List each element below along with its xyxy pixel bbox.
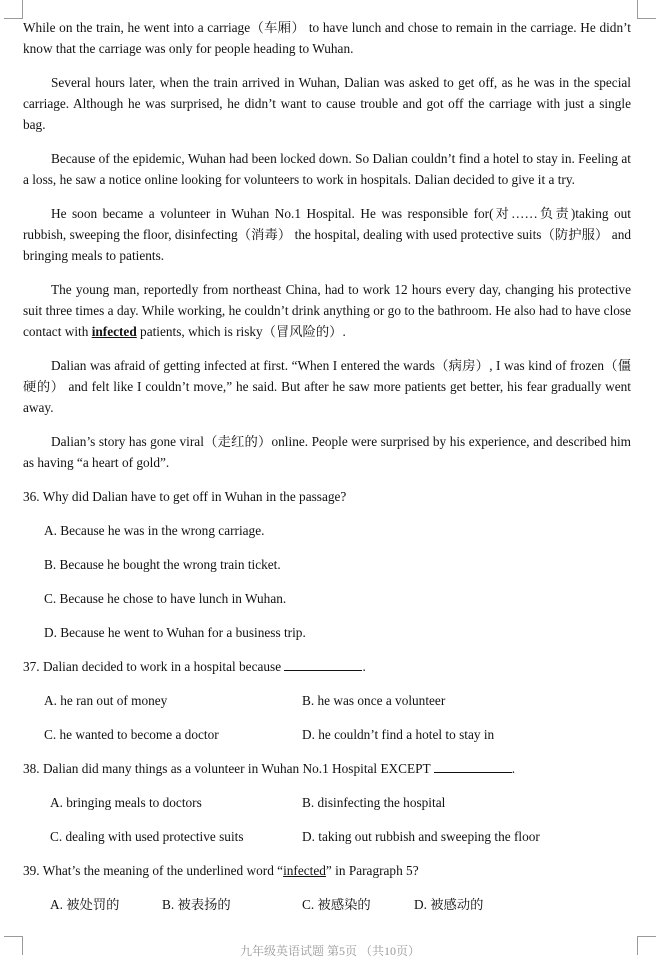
option-b[interactable]: B. disinfecting the hospital	[302, 795, 446, 810]
option-row	[23, 690, 631, 711]
option-d[interactable]: D. taking out rubbish and sweeping the floor	[302, 829, 540, 844]
question-stem-text: 39. What’s the meaning of the underlined word “	[23, 863, 284, 878]
underlined-word: infected	[91, 324, 137, 339]
question-stem	[23, 656, 631, 677]
option-c[interactable]: C. Because he chose to have lunch in Wuhan.	[44, 591, 287, 606]
option-a[interactable]: A. bringing meals to doctors	[50, 795, 202, 810]
page-corner-mark	[637, 0, 656, 19]
option-c[interactable]: C. dealing with used protective suits	[50, 829, 244, 844]
question-stem-end: .	[362, 659, 366, 674]
question-stem-text: 37. Dalian decided to work in a hospital because	[23, 659, 282, 674]
question-stem-text: ” in Paragraph 5?	[325, 863, 419, 878]
option-row	[23, 826, 631, 847]
question-stem: 36. Why did Dalian have to get off in Wuhan in the passage?	[23, 489, 347, 504]
option-c[interactable]: C. 被感染的	[302, 897, 371, 912]
paragraph: Because of the epidemic, Wuhan had been locked down. So Dalian couldn’t find a hotel to stay in. Feeling at a loss, he saw a notice online looking for volunteers to work in hospitals. Dalian decided to give it a try.	[23, 151, 631, 187]
paragraph: Dalian’s story has gone viral（走红的）online. People were surprised by his experience, and described him as having “a heart of gold”.	[23, 434, 631, 470]
paragraph	[23, 279, 631, 342]
question-stem-text: 38. Dalian did many things as a volunteer in Wuhan No.1 Hospital EXCEPT	[23, 761, 431, 776]
question-37	[23, 656, 631, 745]
paragraph-text: The young man, reportedly from northeast China, had to work 12 hours every day, changing his protective suit three times a day. While working, he couldn’t drink anything or go to the bathroom. He also had to have close contact with	[23, 282, 631, 339]
paragraph-text: patients, which is risky（冒风险的）.	[136, 324, 346, 339]
option-b[interactable]: B. Because he bought the wrong train ticket.	[44, 557, 281, 572]
reading-passage	[23, 17, 631, 915]
option-d[interactable]: D. 被感动的	[414, 897, 484, 912]
question-stem	[23, 758, 631, 779]
option-a[interactable]: A. Because he was in the wrong carriage.	[44, 523, 265, 538]
question-stem	[23, 860, 631, 881]
paragraph: While on the train, he went into a carriage（车厢） to have lunch and chose to remain in the carriage. He didn’t know that the carriage was only for people heading to Wuhan.	[23, 20, 631, 56]
page-footer: 九年级英语试题 第5页 （共10页）	[239, 944, 420, 958]
option-row	[23, 792, 631, 813]
option-row	[23, 894, 631, 915]
underlined-word: infected	[283, 863, 326, 878]
question-stem-end: .	[511, 761, 516, 776]
question-36	[23, 486, 631, 643]
option-a[interactable]: A. he ran out of money	[44, 693, 168, 708]
question-38	[23, 758, 631, 847]
option-d[interactable]: D. Because he went to Wuhan for a business trip.	[44, 625, 306, 640]
option-b[interactable]: B. 被表扬的	[162, 897, 231, 912]
paragraph: He soon became a volunteer in Wuhan No.1 Hospital. He was responsible for(对……负责)taking out rubbish, sweeping the floor, disinfecting（消毒） the hospital, dealing with used protective suits（防护服） and bringing meals to patients.	[23, 206, 631, 263]
answer-blank[interactable]	[434, 760, 512, 773]
option-d[interactable]: D. he couldn’t find a hotel to stay in	[302, 727, 495, 742]
option-b[interactable]: B. he was once a volunteer	[302, 693, 446, 708]
option-c[interactable]: C. he wanted to become a doctor	[44, 727, 219, 742]
option-row	[23, 724, 631, 745]
question-39	[23, 860, 631, 915]
paragraph: Several hours later, when the train arrived in Wuhan, Dalian was asked to get off, as he was in the special carriage. Although he was surprised, he didn’t want to cause trouble and got off the carriage with just a single bag.	[23, 75, 631, 132]
option-a[interactable]: A. 被处罚的	[50, 897, 120, 912]
paragraph: Dalian was afraid of getting infected at first. “When I entered the wards（病房）, I was kind of frozen（僵硬的） and felt like I couldn’t move,” he said. But after he saw more patients get better, his fear gradually went away.	[23, 358, 631, 415]
answer-blank[interactable]	[284, 658, 362, 671]
page-corner-mark	[4, 0, 23, 19]
